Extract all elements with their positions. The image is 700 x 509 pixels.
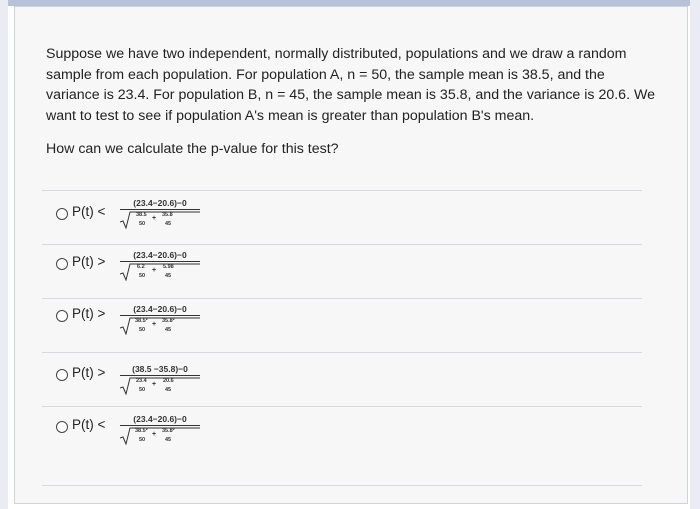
term2-top: 5.98 bbox=[163, 264, 174, 270]
fraction-bar bbox=[120, 425, 200, 426]
question-prompt: How can we calculate the p-value for this test? bbox=[46, 141, 339, 157]
left-edge bbox=[0, 0, 8, 509]
fraction-bar bbox=[120, 261, 200, 262]
term1-top: 38.5² bbox=[135, 428, 148, 434]
term2-top: 35.8² bbox=[162, 428, 175, 434]
fraction-bar bbox=[120, 315, 200, 316]
term1-top: 38.5 bbox=[136, 212, 147, 218]
formula-numerator: (23.4−20.6)−0 bbox=[133, 198, 187, 208]
answer-option-4[interactable] bbox=[42, 352, 642, 407]
fraction-bar bbox=[120, 375, 200, 376]
right-edge bbox=[690, 0, 700, 509]
plus-sign: + bbox=[152, 431, 157, 438]
term1-bottom: 50 bbox=[139, 327, 146, 333]
formula-numerator: (38.5 −35.8)−0 bbox=[132, 364, 188, 374]
answer-option-3[interactable] bbox=[42, 298, 642, 353]
formula-denominator bbox=[120, 211, 200, 229]
term1-bottom: 50 bbox=[139, 387, 146, 393]
term1-bottom: 50 bbox=[139, 273, 146, 279]
sqrt-sign-icon bbox=[120, 377, 200, 395]
option-label: P(t) < bbox=[72, 204, 106, 219]
formula bbox=[120, 304, 200, 335]
term1-top: 6.2 bbox=[137, 264, 145, 270]
sqrt-sign-icon bbox=[120, 263, 200, 281]
term2-bottom: 45 bbox=[165, 273, 172, 279]
formula-denominator bbox=[120, 377, 200, 395]
sqrt-sign-icon bbox=[120, 317, 200, 335]
formula-denominator bbox=[120, 317, 200, 335]
sqrt-sign-icon bbox=[120, 427, 200, 445]
radio-button[interactable] bbox=[56, 369, 68, 381]
answer-option-1[interactable] bbox=[42, 190, 642, 245]
formula bbox=[120, 414, 200, 445]
formula bbox=[120, 198, 200, 229]
radio-button[interactable] bbox=[56, 310, 68, 322]
formula bbox=[120, 364, 200, 395]
fraction-bar bbox=[120, 209, 200, 210]
term2-top: 35.8² bbox=[162, 318, 175, 324]
term1-bottom: 50 bbox=[139, 221, 146, 227]
term2-top: 35.8 bbox=[162, 212, 173, 218]
formula-numerator: (23.4−20.6)−0 bbox=[133, 304, 187, 314]
formula-denominator bbox=[120, 263, 200, 281]
term2-bottom: 45 bbox=[165, 221, 172, 227]
formula-numerator: (23.4−20.6)−0 bbox=[133, 414, 187, 424]
plus-sign: + bbox=[152, 381, 157, 388]
term2-bottom: 45 bbox=[165, 437, 172, 443]
option-label: P(t) > bbox=[72, 365, 106, 380]
radio-button[interactable] bbox=[56, 421, 68, 433]
plus-sign: + bbox=[152, 321, 157, 328]
answer-option-2[interactable] bbox=[42, 244, 642, 299]
answer-option-5[interactable] bbox=[42, 406, 642, 486]
sqrt-sign-icon bbox=[120, 211, 200, 229]
option-label: P(t) > bbox=[72, 306, 106, 321]
term2-bottom: 45 bbox=[165, 387, 172, 393]
plus-sign: + bbox=[152, 215, 157, 222]
question-text: Suppose we have two independent, normally distributed, populations and we draw a random sample from each population. For population A, n = 50, the sample mean is 38.5, and the variance is 23.4. For population B, n = 45, the sample mean is 35.8, and the variance is 20.6. We want to test to see if population A's mean is greater than population B's mean. bbox=[46, 46, 655, 124]
term2-bottom: 45 bbox=[165, 327, 172, 333]
radio-button[interactable] bbox=[56, 208, 68, 220]
term1-top: 38.5² bbox=[135, 318, 148, 324]
plus-sign: + bbox=[152, 267, 157, 274]
radio-button[interactable] bbox=[56, 258, 68, 270]
term1-bottom: 50 bbox=[139, 437, 146, 443]
term2-top: 20.6 bbox=[163, 378, 174, 384]
formula-denominator bbox=[120, 427, 200, 445]
term1-top: 23.4 bbox=[136, 378, 147, 384]
formula-numerator: (23.4−20.6)−0 bbox=[133, 250, 187, 260]
option-label: P(t) > bbox=[72, 254, 106, 269]
option-label: P(t) < bbox=[72, 417, 106, 432]
formula bbox=[120, 250, 200, 281]
